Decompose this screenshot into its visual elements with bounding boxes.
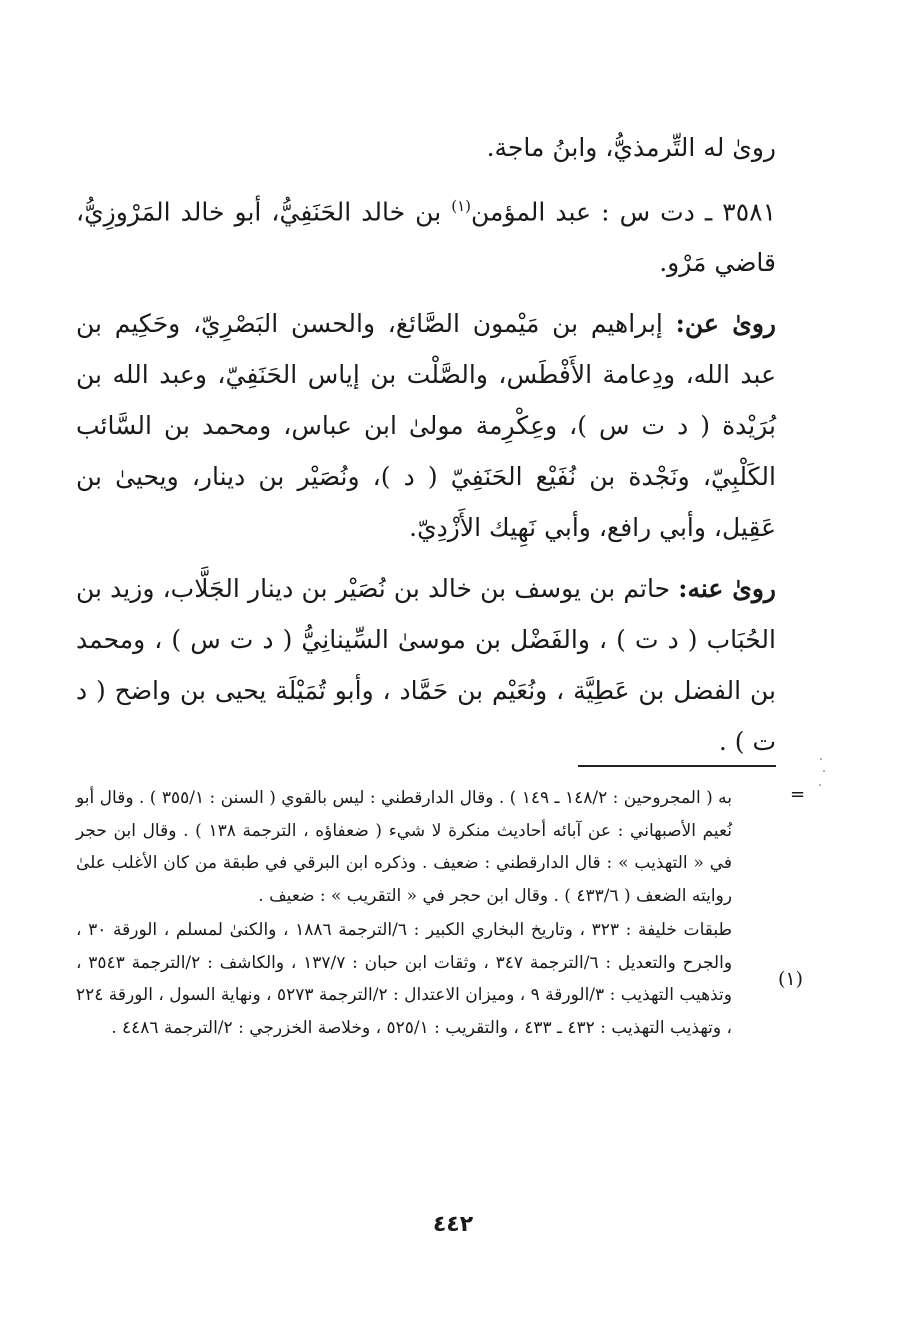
footnote-1-text: طبقات خليفة : ٣٢٣ ، وتاريخ البخاري الكبير : ٦/الترجمة ١٨٨٦ ، والكنىٰ لمسلم ، الورقة ٣٠ ، والجرح والتعديل : ٦/الترجمة ٣٤٧ ، وثقات ابن حبان : ١٣٧/٧ ، والكاشف : ٢/الترجمة ٣٥٤٣ ، وتذهيب التهذيب : ٣/الورقة ٩ ، وميزان الاعتدال : ٢/الترجمة ٥٢٧٣ ، ونهاية السول ، الورقة ٢٢٤ ، وتهذيب التهذيب : ٤٣٢ ـ ٤٣٣ ، والتقريب : ٥٢٥/١ ، وخلاصة الخزرجي : ٢/الترجمة ٤٤٨٦ . (76, 920, 733, 1038)
entry-heading-rest: بن خالد الحَنَفِيُّ، أبو خالد المَرْوزِيُّ، قاضي مَرْو. (76, 197, 776, 278)
footnote-1 (76, 914, 732, 1044)
narrated-by-label: رویٰ عنه: (678, 574, 776, 604)
footnote-continuation-mark: = (790, 784, 806, 805)
scan-specks (818, 756, 828, 796)
narrated-by-text: حاتم بن يوسف بن خالد بن نُصَيْر بن دينار الجَلَّاب، وزيد بن الحُبَاب ( د ت ) ، والفَضْل بن موسىٰ السِّينانِيُّ ( د ت س ) ، ومحمد بن الفضل بن عَطِيَّة ، ونُعَيْم بن حَمَّاد ، وأبو تُمَيْلَة يحيى بن واضح ( د ت ) . (76, 574, 776, 757)
intro-text: رویٰ له التِّرمذيُّ، وابنُ ماجة. (486, 133, 776, 162)
narrated-from-label: رویٰ عن: (675, 309, 776, 339)
footnotes-block (76, 782, 732, 1044)
footnote-continuation (76, 782, 732, 912)
page-number: ٤٤٢ (432, 1212, 474, 1237)
footnote-1-number: (١) (778, 968, 804, 990)
entry-footnote-ref: (١) (451, 197, 472, 215)
narrated-from-paragraph (76, 298, 776, 553)
intro-line (76, 122, 776, 173)
footnote-continuation-text: به ( المجروحين : ١٤٨/٢ ـ ١٤٩ ) . وقال الدارقطني : ليس بالقوي ( السنن : ٣٥٥/١ ) . وقال أبو نُعيم الأصبهاني : عن آبائه أحاديث منكرة لا شيء ( ضعفاؤه ، الترجمة ١٣٨ ) . وقال ابن حجر في « التهذيب » : قال الدارقطني : ضعيف . وذكره ابن البرقي في طبقة من كان الأغلب علىٰ روايته الضعف ( ٤٣٣/٦ ) . وقال ابن حجر في « التقريب » : ضعيف . (76, 788, 732, 906)
narrated-from-text: إبراهيم بن مَيْمون الصَّائغ، والحسن البَصْرِيّ، وحَكِيم بن عبد الله، ودِعامة الأَفْطَس، والصَّلْت بن إياس الحَنَفِيّ، وعبد الله بن بُرَيْدة ( د ت س )، وعِكْرِمة مولىٰ ابن عباس، ومحمد بن السَّائب الكَلْبِيّ، ونَجْدة بن نُفَيْع الحَنَفِيّ ( د )، ونُصَيْر بن دينار، ويحيىٰ بن عَقِيل، وأبي رافع، وأبي نَهِيك الأَزْدِيّ. (76, 309, 776, 543)
footnote-divider (578, 765, 776, 767)
narrated-by-paragraph (76, 563, 776, 767)
biography-entry-header (76, 181, 776, 288)
main-text (76, 122, 776, 767)
entry-heading: ٣٥٨١ ـ دت س : عبد المؤمن (471, 197, 777, 227)
